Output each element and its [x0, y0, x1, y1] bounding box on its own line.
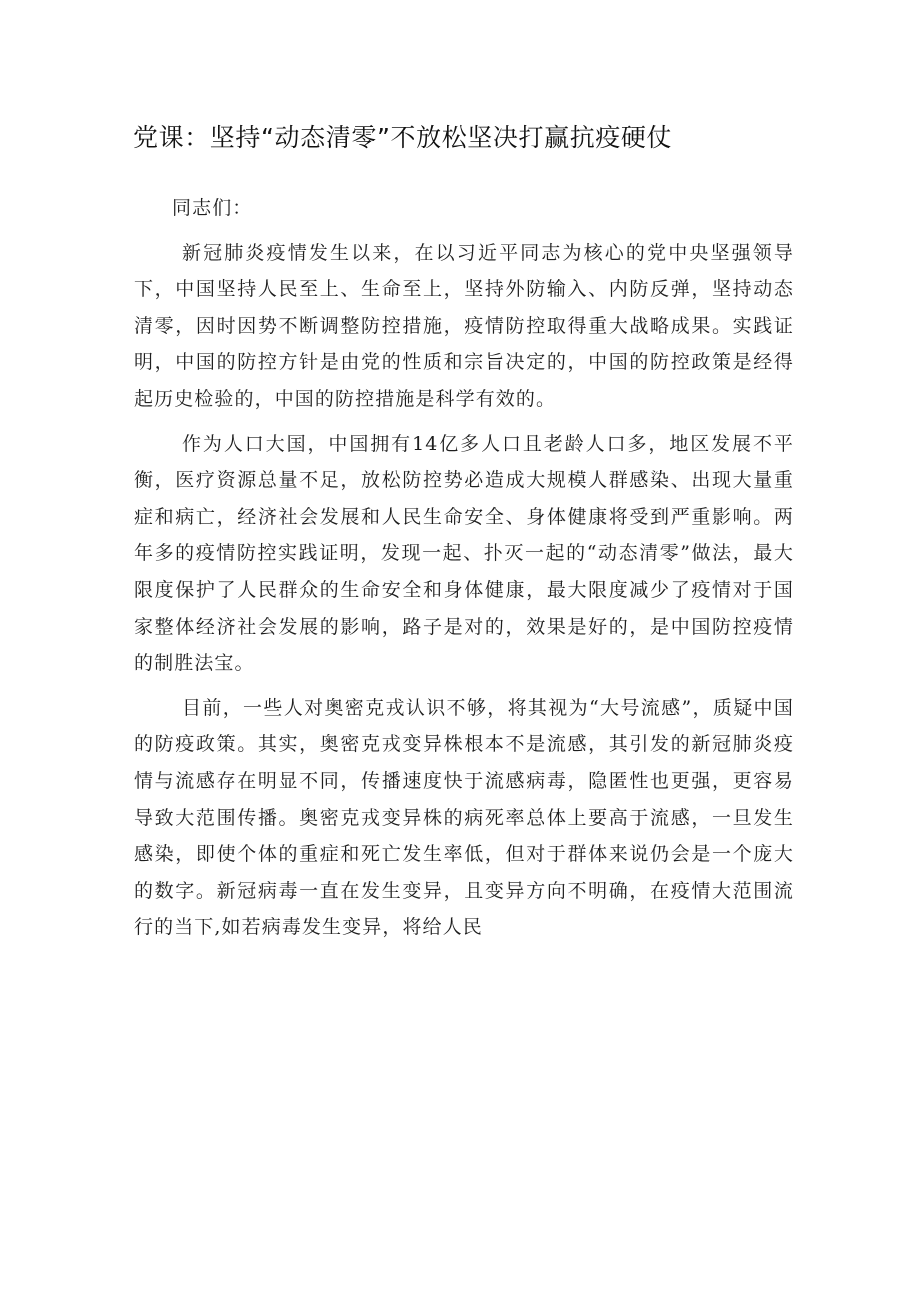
document-title: 党课：坚持“动态清零”不放松坚决打赢抗疫硬仗: [133, 123, 673, 152]
document-body: [134, 190, 794, 954]
paragraph-1: 新冠肺炎疫情发生以来，在以习近平同志为核心的党中央坚强领导下，中国坚持人民至上、生命至上，坚持外防输入、内防反弹，坚持动态清零，因时因势不断调整防控措施，疫情防控取得重大战略成果。实践证明，中国的防控方针是由党的性质和宗旨决定的，中国的防控政策是经得起历史检验的，中国的防控措施是科学有效的。: [134, 241, 794, 410]
salutation: 同志们：: [172, 197, 253, 219]
paragraph-3: 目前，一些人对奥密克戎认识不够，将其视为“大号流感”，质疑中国的防疫政策。其实，奥密克戎变异株根本不是流感，其引发的新冠肺炎疫情与流感存在明显不同，传播速度快于流感病毒，隐匿性也更强，更容易导致大范围传播。奥密克戎变异株的病死率总体上要高于流感，一旦发生感染，即使个体的重症和死亡发生率低，但对于群体来说仍会是一个庞大的数字。新冠病毒一直在发生变异，且变异方向不明确，在疫情大范围流行的当下,如若病毒发生变异，将给人民: [134, 696, 794, 939]
paragraph-2: 作为人口大国，中国拥有14亿多人口且老龄人口多，地区发展不平衡，医疗资源总量不足，放松防控势必造成大规模人群感染、出现大量重症和病亡，经济社会发展和人民生命安全、身体健康将受到严重影响。两年多的疫情防控实践证明，发现一起、扑灭一起的“动态清零”做法，最大限度保护了人民群众的生命安全和身体健康，最大限度减少了疫情对于国家整体经济社会发展的影响，路子是对的，效果是好的，是中国防控疫情的制胜法宝。: [134, 432, 794, 675]
